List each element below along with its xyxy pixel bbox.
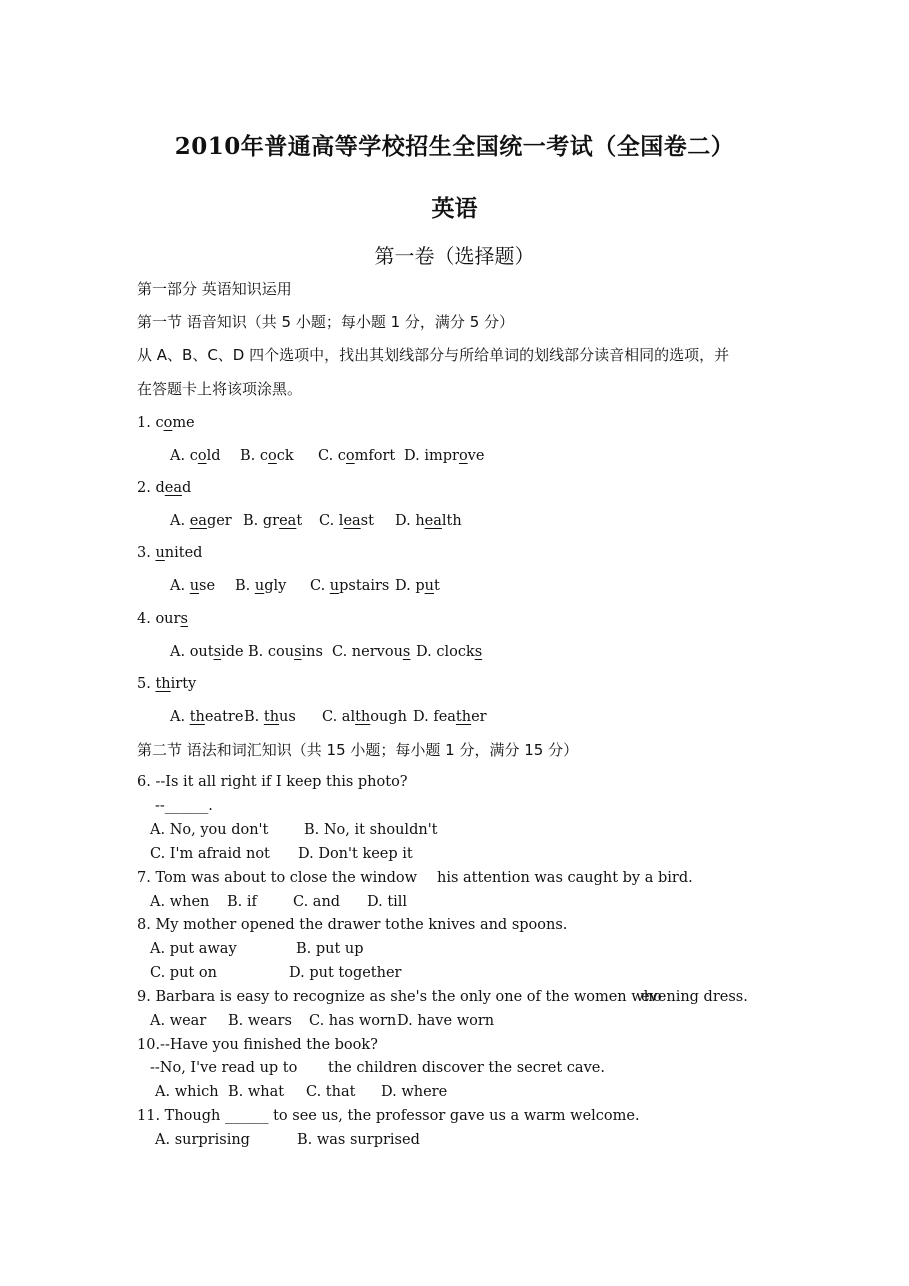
- part1-label: 第一部分 英语知识运用: [137, 280, 292, 298]
- question-9-option-d: D. have worn: [397, 1013, 495, 1029]
- volume-title: 第一卷（选择题）: [374, 244, 535, 268]
- question-11-option-a: A. surprising: [155, 1132, 250, 1148]
- question-6-option-b: B. No, it shouldn't: [304, 822, 438, 838]
- underlined-part: ea: [189, 513, 207, 529]
- phonetic-question-1-option-c: [318, 446, 395, 466]
- phonetic-question-5-option-b: [244, 707, 296, 727]
- question-number: 2.: [137, 480, 156, 496]
- word-part: out: [189, 644, 214, 660]
- underlined-part: ea: [279, 513, 297, 529]
- question-10-stem: 10.--Have you finished the book?: [137, 1037, 378, 1053]
- option-label: D.: [395, 513, 416, 529]
- option-label: C.: [310, 578, 330, 594]
- question-7-option-b: B. if: [227, 894, 257, 910]
- underlined-part: u: [155, 545, 165, 561]
- option-label: D.: [395, 578, 416, 594]
- word-part: gly: [264, 578, 287, 594]
- word-part: ger: [206, 513, 232, 529]
- word-part: c: [189, 448, 198, 464]
- phonetic-question-1: [137, 413, 195, 433]
- word-part: me: [172, 415, 195, 431]
- question-number: 1.: [137, 415, 156, 431]
- underlined-part: o: [345, 448, 355, 464]
- word-part: al: [341, 709, 356, 725]
- question-10-option-d: D. where: [381, 1084, 448, 1100]
- instruction-line-2: 在答题卡上将该项涂黑。: [137, 380, 303, 398]
- word-part: ide: [221, 644, 244, 660]
- question-number: 4.: [137, 611, 156, 627]
- question-9-option-a: A. wear: [150, 1013, 207, 1029]
- word-part: c: [337, 448, 346, 464]
- question-10-option-b: B. what: [228, 1084, 285, 1100]
- question-8-option-c: C. put on: [150, 965, 217, 981]
- underlined-part: ea: [164, 480, 182, 496]
- phonetic-question-5-option-d: [413, 707, 487, 727]
- question-8-stem-a: 8. My mother opened the drawer to: [137, 917, 400, 933]
- word-part: irty: [170, 676, 197, 692]
- question-11-option-b: B. was surprised: [297, 1132, 420, 1148]
- underlined-part: o: [268, 448, 277, 464]
- exam-title: 2010年普通高等学校招生全国统一考试（全国卷二）: [174, 133, 735, 160]
- underlined-part: o: [197, 448, 207, 464]
- word-part: t: [433, 578, 440, 594]
- word-part: nited: [164, 545, 203, 561]
- option-label: B.: [240, 448, 260, 464]
- word-part: se: [199, 578, 216, 594]
- underlined-part: o: [163, 415, 173, 431]
- question-number: 3.: [137, 545, 156, 561]
- question-6-option-a: A. No, you don't: [150, 822, 269, 838]
- option-label: D.: [413, 709, 434, 725]
- word-part: clock: [436, 644, 475, 660]
- word-part: ough: [370, 709, 407, 725]
- question-9-stem-b: evening dress.: [641, 989, 748, 1005]
- question-8-stem-b: the knives and spoons.: [400, 917, 568, 933]
- underlined-part: ea: [424, 513, 442, 529]
- question-7-stem-a: 7. Tom was about to close the window: [137, 870, 418, 886]
- word-part: h: [415, 513, 425, 529]
- question-11-stem: 11. Though ______ to see us, the professor gave us a warm welcome.: [137, 1108, 640, 1124]
- option-label: A.: [170, 448, 190, 464]
- option-label: C.: [332, 644, 352, 660]
- option-label: C.: [319, 513, 339, 529]
- phonetic-question-5-option-c: [322, 707, 407, 727]
- option-label: B.: [235, 578, 255, 594]
- phonetic-question-4-option-c: [332, 642, 410, 662]
- question-10-reply-b: the children discover the secret cave.: [328, 1060, 605, 1076]
- word-part: c: [155, 415, 164, 431]
- word-part: fea: [433, 709, 456, 725]
- option-label: A.: [170, 513, 190, 529]
- option-label: C.: [322, 709, 342, 725]
- underlined-part: s: [294, 644, 302, 660]
- phonetic-question-3-option-c: [310, 576, 389, 596]
- word-part: l: [338, 513, 344, 529]
- question-10-option-a: A. which: [155, 1084, 219, 1100]
- question-7-stem-b: his attention was caught by a bird.: [437, 870, 693, 886]
- question-8-option-a: A. put away: [150, 941, 237, 957]
- option-label: C.: [318, 448, 338, 464]
- question-10-reply-a: --No, I've read up to: [150, 1060, 298, 1076]
- underlined-part: th: [355, 709, 371, 725]
- word-part: p: [415, 578, 425, 594]
- option-label: D.: [404, 448, 425, 464]
- option-label: B.: [244, 709, 264, 725]
- underlined-part: th: [263, 709, 280, 725]
- word-part: st: [360, 513, 374, 529]
- word-part: ve: [467, 448, 485, 464]
- word-part: er: [471, 709, 487, 725]
- phonetic-question-5: [137, 674, 196, 694]
- phonetic-question-2: [137, 478, 191, 498]
- word-part: ck: [276, 448, 294, 464]
- word-part: pstairs: [339, 578, 390, 594]
- question-6-option-c: C. I'm afraid not: [150, 846, 270, 862]
- phonetic-question-1-option-b: [240, 446, 294, 466]
- phonetic-question-3-option-d: [395, 576, 440, 596]
- phonetic-question-4-option-a: [170, 642, 244, 662]
- underlined-part: u: [254, 578, 265, 594]
- phonetic-question-4: [137, 609, 188, 629]
- question-10-option-c: C. that: [306, 1084, 356, 1100]
- option-label: B.: [243, 513, 263, 529]
- phonetic-question-4-option-d: [416, 642, 482, 662]
- phonetic-question-3-option-a: [170, 576, 215, 596]
- question-6-stem: 6. --Is it all right if I keep this photo?: [137, 774, 408, 790]
- option-label: B.: [248, 644, 268, 660]
- underlined-part: s: [474, 644, 483, 660]
- question-7-option-c: C. and: [293, 894, 341, 910]
- instruction-line-1: 从 A、B、C、D 四个选项中，找出其划线部分与所给单词的划线部分读音相同的选项，并: [137, 346, 730, 364]
- phonetic-question-2-option-a: [170, 511, 232, 531]
- word-part: impr: [424, 448, 459, 464]
- word-part: t: [296, 513, 303, 529]
- word-part: ld: [206, 448, 221, 464]
- option-label: A.: [170, 644, 190, 660]
- section2-heading: 第二节 语法和词汇知识（共 15 小题；每小题 1 分，满分 15 分）: [137, 741, 579, 759]
- word-part: gr: [262, 513, 280, 529]
- option-label: A.: [170, 578, 190, 594]
- phonetic-question-3: [137, 543, 202, 563]
- phonetic-question-4-option-b: [248, 642, 323, 662]
- underlined-part: s: [402, 644, 411, 660]
- word-part: us: [279, 709, 296, 725]
- underlined-part: s: [213, 644, 222, 660]
- underlined-part: ea: [343, 513, 361, 529]
- phonetic-question-2-option-c: [319, 511, 374, 531]
- phonetic-question-1-option-d: [404, 446, 484, 466]
- phonetic-question-1-option-a: [170, 446, 220, 466]
- underlined-part: s: [180, 611, 188, 627]
- subject-title: 英语: [431, 195, 478, 222]
- word-part: cou: [267, 644, 295, 660]
- underlined-part: u: [424, 578, 434, 594]
- underlined-part: th: [155, 676, 171, 692]
- question-9-option-b: B. wears: [228, 1013, 292, 1029]
- question-9-option-c: C. has worn: [309, 1013, 397, 1029]
- underlined-part: o: [458, 448, 468, 464]
- question-8-option-b: B. put up: [296, 941, 364, 957]
- question-8-option-d: D. put together: [289, 965, 402, 981]
- word-part: d: [155, 480, 165, 496]
- phonetic-question-3-option-b: [235, 576, 286, 596]
- question-6-reply: --______.: [155, 798, 213, 814]
- underlined-part: th: [189, 709, 205, 725]
- option-label: D.: [416, 644, 437, 660]
- word-part: mfort: [354, 448, 396, 464]
- question-6-option-d: D. Don't keep it: [298, 846, 413, 862]
- word-part: nervou: [351, 644, 403, 660]
- option-label: A.: [170, 709, 190, 725]
- word-part: ins: [301, 644, 323, 660]
- phonetic-question-5-option-a: [170, 707, 243, 727]
- word-part: d: [181, 480, 192, 496]
- phonetic-question-2-option-b: [243, 511, 302, 531]
- question-7-option-d: D. till: [367, 894, 408, 910]
- section1-heading: 第一节 语音知识（共 5 小题；每小题 1 分，满分 5 分）: [137, 313, 515, 331]
- question-9-stem-a: 9. Barbara is easy to recognize as she's the only one of the women who: [137, 989, 662, 1005]
- question-number: 5.: [137, 676, 156, 692]
- underlined-part: th: [455, 709, 472, 725]
- underlined-part: u: [189, 578, 200, 594]
- underlined-part: u: [329, 578, 340, 594]
- word-part: our: [155, 611, 181, 627]
- word-part: eatre: [204, 709, 244, 725]
- phonetic-question-2-option-d: [395, 511, 462, 531]
- word-part: c: [259, 448, 268, 464]
- question-7-option-a: A. when: [150, 894, 210, 910]
- word-part: lth: [441, 513, 462, 529]
